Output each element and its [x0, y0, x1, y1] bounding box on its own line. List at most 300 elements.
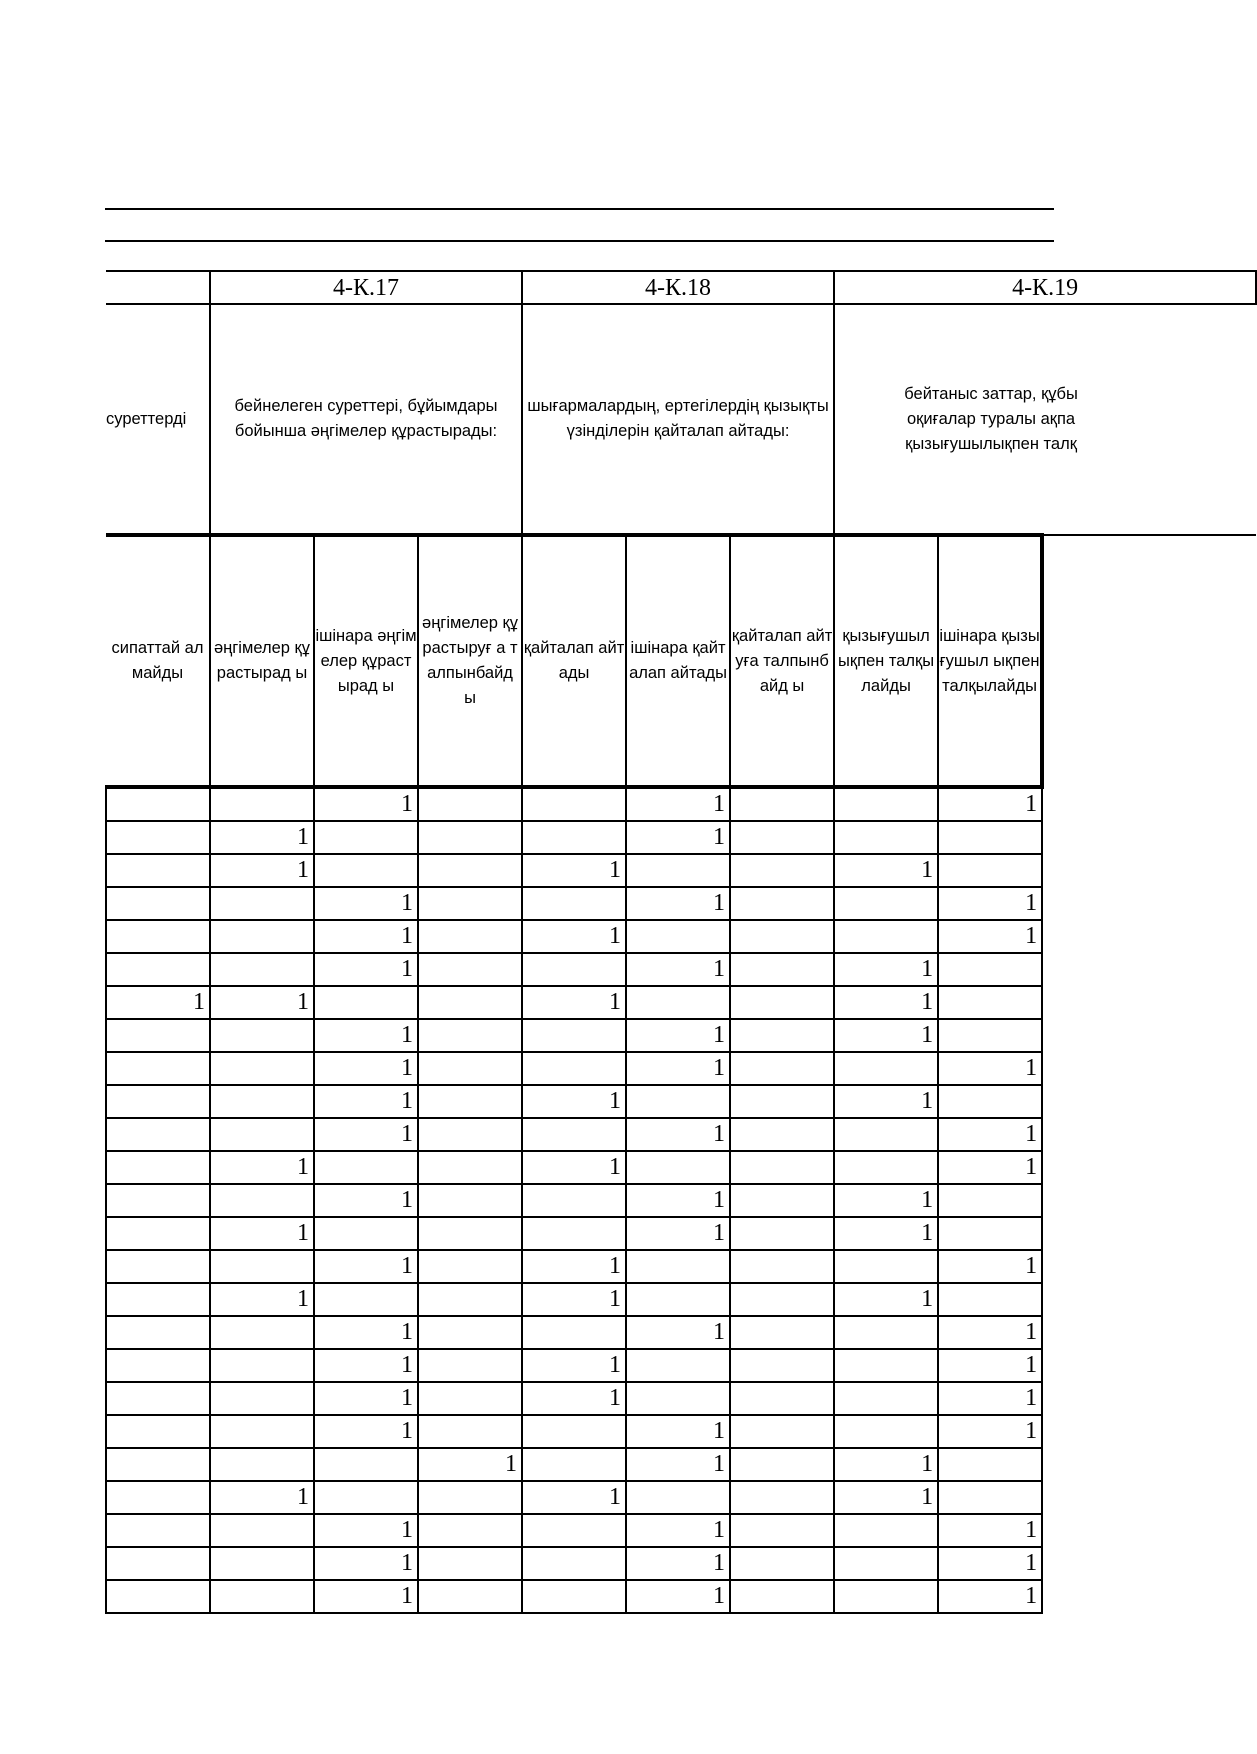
value-cell: 1 [522, 986, 626, 1019]
value-cell [418, 1514, 522, 1547]
value-cell [418, 1085, 522, 1118]
value-cell: 1 [938, 1250, 1042, 1283]
value-cell [106, 1415, 210, 1448]
value-cell: 1 [314, 920, 418, 953]
value-cell [418, 1151, 522, 1184]
overflow-cell [1042, 1514, 1256, 1547]
value-cell: 1 [626, 1514, 730, 1547]
value-cell [210, 1382, 314, 1415]
table-row [106, 1547, 1256, 1580]
value-cell [938, 1481, 1042, 1514]
table-row [106, 1316, 1256, 1349]
overflow-cell [1042, 1217, 1256, 1250]
assessment-table [105, 270, 1257, 1614]
value-cell: 1 [938, 1415, 1042, 1448]
value-cell: 1 [938, 1052, 1042, 1085]
overflow-cell [1042, 1448, 1256, 1481]
value-cell: 1 [938, 787, 1042, 821]
value-cell: 1 [314, 1118, 418, 1151]
value-cell: 1 [834, 1019, 938, 1052]
value-cell: 1 [210, 1217, 314, 1250]
value-cell [314, 986, 418, 1019]
overflow-cell [1042, 821, 1256, 854]
value-cell [730, 787, 834, 821]
value-cell [834, 1547, 938, 1580]
value-cell: 1 [314, 1514, 418, 1547]
table-row [106, 787, 1256, 821]
value-cell: 1 [418, 1448, 522, 1481]
value-cell [522, 1415, 626, 1448]
value-cell [834, 1415, 938, 1448]
value-cell [418, 854, 522, 887]
value-cell: 1 [210, 1481, 314, 1514]
value-cell [938, 1019, 1042, 1052]
value-cell: 1 [314, 1382, 418, 1415]
table-row [106, 1019, 1256, 1052]
value-cell: 1 [626, 953, 730, 986]
value-cell: 1 [938, 1547, 1042, 1580]
value-cell [834, 1349, 938, 1382]
overflow-cell [1042, 1184, 1256, 1217]
value-cell [730, 953, 834, 986]
value-cell [210, 1250, 314, 1283]
value-cell: 1 [834, 1217, 938, 1250]
value-cell [106, 1481, 210, 1514]
top-rule-2 [105, 240, 1054, 242]
value-cell [938, 1085, 1042, 1118]
value-cell: 1 [938, 1118, 1042, 1151]
overflow-cell [1042, 1580, 1256, 1613]
value-cell [730, 821, 834, 854]
subheader-cell: ішінара қызығушыл ықпен талқылайды [938, 535, 1042, 787]
value-cell [210, 953, 314, 986]
value-cell: 1 [626, 1580, 730, 1613]
value-cell: 1 [522, 1250, 626, 1283]
description-header-row [106, 304, 1256, 535]
value-cell: 1 [626, 1052, 730, 1085]
value-cell [314, 1481, 418, 1514]
value-cell: 1 [106, 986, 210, 1019]
description-cell [834, 304, 1256, 535]
value-cell [730, 1250, 834, 1283]
value-cell: 1 [314, 1052, 418, 1085]
table-row [106, 1349, 1256, 1382]
value-cell: 1 [210, 986, 314, 1019]
value-cell [106, 1118, 210, 1151]
value-cell [730, 1481, 834, 1514]
table-row [106, 1118, 1256, 1151]
value-cell [106, 1382, 210, 1415]
table-row [106, 1382, 1256, 1415]
value-cell: 1 [210, 821, 314, 854]
value-cell [834, 787, 938, 821]
value-cell [314, 821, 418, 854]
top-rule-1 [105, 208, 1054, 210]
value-cell: 1 [938, 1514, 1042, 1547]
value-cell: 1 [626, 1184, 730, 1217]
value-cell: 1 [626, 1019, 730, 1052]
subheader-row [106, 535, 1256, 787]
value-cell: 1 [626, 887, 730, 920]
value-cell [522, 887, 626, 920]
value-cell [834, 1151, 938, 1184]
table-row [106, 1514, 1256, 1547]
value-cell [106, 953, 210, 986]
value-cell [418, 953, 522, 986]
value-cell [418, 986, 522, 1019]
value-cell [418, 1415, 522, 1448]
value-cell [418, 1481, 522, 1514]
value-cell [418, 1184, 522, 1217]
value-cell [106, 1184, 210, 1217]
value-cell: 1 [834, 1184, 938, 1217]
value-cell [210, 1052, 314, 1085]
value-cell [834, 821, 938, 854]
value-cell [834, 1316, 938, 1349]
value-cell [106, 1514, 210, 1547]
overflow-cell [1042, 1316, 1256, 1349]
value-cell: 1 [522, 1349, 626, 1382]
value-cell [106, 821, 210, 854]
value-cell: 1 [210, 1283, 314, 1316]
value-cell: 1 [834, 986, 938, 1019]
value-cell: 1 [522, 920, 626, 953]
value-cell [210, 1019, 314, 1052]
table-row [106, 1184, 1256, 1217]
subheader-cell: ішінара қайталап айтады [626, 535, 730, 787]
value-cell [522, 1118, 626, 1151]
value-cell: 1 [314, 1349, 418, 1382]
value-cell [418, 1547, 522, 1580]
value-cell [106, 920, 210, 953]
value-cell [938, 821, 1042, 854]
value-cell [106, 1448, 210, 1481]
value-cell [938, 1448, 1042, 1481]
subheader-cell: әңгімелер құрастыруғ а талпынбайд ы [418, 535, 522, 787]
assessment-table-viewport [105, 270, 1079, 1640]
value-cell [730, 1349, 834, 1382]
value-cell [210, 1415, 314, 1448]
value-cell: 1 [938, 1151, 1042, 1184]
value-cell [106, 787, 210, 821]
value-cell [106, 1019, 210, 1052]
value-cell [210, 1316, 314, 1349]
value-cell [626, 1349, 730, 1382]
value-cell [730, 887, 834, 920]
value-cell [106, 1580, 210, 1613]
value-cell [730, 1382, 834, 1415]
description-cell [522, 304, 834, 535]
value-cell [730, 1118, 834, 1151]
value-cell [522, 1217, 626, 1250]
value-cell: 1 [626, 1217, 730, 1250]
value-cell [210, 1349, 314, 1382]
overflow-cell [1042, 1349, 1256, 1382]
table-row [106, 821, 1256, 854]
table-row [106, 1448, 1256, 1481]
value-cell [730, 920, 834, 953]
value-cell [834, 1250, 938, 1283]
value-cell [938, 1217, 1042, 1250]
value-cell [938, 986, 1042, 1019]
subheader-cell: ішінара әңгімелер құрастырад ы [314, 535, 418, 787]
value-cell [834, 887, 938, 920]
overflow-cell [1042, 1151, 1256, 1184]
value-cell [418, 1019, 522, 1052]
table-row [106, 1217, 1256, 1250]
value-cell: 1 [938, 920, 1042, 953]
value-cell [626, 986, 730, 1019]
value-cell [314, 1448, 418, 1481]
value-cell: 1 [834, 1085, 938, 1118]
value-cell [834, 920, 938, 953]
value-cell [210, 887, 314, 920]
value-cell [522, 787, 626, 821]
value-cell: 1 [314, 953, 418, 986]
value-cell: 1 [314, 887, 418, 920]
description-cell [210, 304, 522, 535]
value-cell [522, 1580, 626, 1613]
value-cell [314, 1283, 418, 1316]
value-cell [730, 1283, 834, 1316]
value-cell [730, 1415, 834, 1448]
value-cell [522, 1052, 626, 1085]
value-cell [418, 1382, 522, 1415]
value-cell [626, 1283, 730, 1316]
overflow-cell [1042, 1481, 1256, 1514]
value-cell: 1 [522, 1481, 626, 1514]
overflow-cell [1042, 920, 1256, 953]
value-cell [626, 854, 730, 887]
overflow-cell [1042, 1382, 1256, 1415]
value-cell: 1 [626, 821, 730, 854]
value-cell [730, 986, 834, 1019]
value-cell [938, 953, 1042, 986]
value-cell [522, 821, 626, 854]
value-cell: 1 [626, 787, 730, 821]
value-cell [418, 821, 522, 854]
subheader-cell: әңгімелер құрастырад ы [210, 535, 314, 787]
value-cell [106, 1547, 210, 1580]
value-cell [106, 1052, 210, 1085]
overflow-cell [1042, 1118, 1256, 1151]
code-header-row [106, 271, 1256, 304]
value-cell [522, 1547, 626, 1580]
value-cell: 1 [626, 1547, 730, 1580]
table-row [106, 953, 1256, 986]
table-row [106, 1151, 1256, 1184]
description-text: бейтаныс заттар, құбы оқиғалар туралы ақпа қызығушылықпен талқ [904, 384, 1078, 453]
value-cell: 1 [834, 854, 938, 887]
value-cell: 1 [834, 1448, 938, 1481]
value-cell [626, 1481, 730, 1514]
value-cell: 1 [938, 887, 1042, 920]
overflow-cell [1042, 986, 1256, 1019]
value-cell [730, 1019, 834, 1052]
overflow-cell [1042, 1250, 1256, 1283]
table-row [106, 1415, 1256, 1448]
code-cell: 4-К.19 [834, 271, 1256, 304]
overflow-cell [1042, 854, 1256, 887]
value-cell [418, 887, 522, 920]
value-cell [210, 1085, 314, 1118]
value-cell [106, 1349, 210, 1382]
table-row [106, 1250, 1256, 1283]
value-cell [418, 920, 522, 953]
value-cell: 1 [314, 1019, 418, 1052]
value-cell [314, 854, 418, 887]
value-cell: 1 [522, 854, 626, 887]
value-cell [418, 1283, 522, 1316]
value-cell [314, 1151, 418, 1184]
subheader-cell: қайталап айтады [522, 535, 626, 787]
value-cell: 1 [938, 1349, 1042, 1382]
value-cell: 1 [314, 1184, 418, 1217]
code-cell [106, 271, 210, 304]
value-cell: 1 [210, 854, 314, 887]
value-cell: 1 [834, 1481, 938, 1514]
description-cell [106, 304, 210, 535]
value-cell [730, 1151, 834, 1184]
value-cell: 1 [626, 1415, 730, 1448]
value-cell [730, 1085, 834, 1118]
value-cell: 1 [938, 1382, 1042, 1415]
value-cell: 1 [210, 1151, 314, 1184]
value-cell: 1 [834, 1283, 938, 1316]
value-cell [210, 1118, 314, 1151]
value-cell [626, 1382, 730, 1415]
value-cell: 1 [314, 787, 418, 821]
subheader-cell: қайталап айтуға талпынбайд ы [730, 535, 834, 787]
value-cell [418, 1250, 522, 1283]
value-cell: 1 [626, 1316, 730, 1349]
overflow-cell [1042, 1547, 1256, 1580]
value-cell: 1 [522, 1151, 626, 1184]
description-text: суреттерді [106, 409, 187, 428]
value-cell [730, 1547, 834, 1580]
value-cell [418, 1349, 522, 1382]
table-row [106, 986, 1256, 1019]
value-cell: 1 [834, 953, 938, 986]
overflow-cell [1042, 1415, 1256, 1448]
value-cell: 1 [314, 1085, 418, 1118]
value-cell: 1 [314, 1250, 418, 1283]
value-cell [626, 1250, 730, 1283]
value-cell [938, 1283, 1042, 1316]
value-cell [522, 953, 626, 986]
value-cell [418, 1316, 522, 1349]
overflow-cell [1042, 1052, 1256, 1085]
value-cell: 1 [522, 1085, 626, 1118]
value-cell [106, 1151, 210, 1184]
table-row [106, 887, 1256, 920]
value-cell [210, 1514, 314, 1547]
description-text: бейнелеген суреттері, бұйымдары бойынша әңгімелер құрастырады: [234, 397, 498, 440]
value-cell [106, 1283, 210, 1316]
value-cell [626, 1151, 730, 1184]
overflow-cell [1042, 953, 1256, 986]
overflow-cell [1042, 1283, 1256, 1316]
table-row [106, 1283, 1256, 1316]
subheader-cell: қызығушыл ықпен талқылайды [834, 535, 938, 787]
value-cell: 1 [938, 1580, 1042, 1613]
value-cell [626, 920, 730, 953]
value-cell [522, 1514, 626, 1547]
value-cell [106, 887, 210, 920]
value-cell [730, 1580, 834, 1613]
value-cell [210, 1448, 314, 1481]
value-cell [834, 1382, 938, 1415]
table-row [106, 1052, 1256, 1085]
value-cell [106, 1316, 210, 1349]
value-cell [730, 854, 834, 887]
value-cell [522, 1316, 626, 1349]
description-text: шығармалардың, ертегілердің қызықты үзінділерін қайталап айтады: [527, 397, 829, 440]
value-cell [106, 1085, 210, 1118]
overflow-cell [1042, 787, 1256, 821]
table-row [106, 1580, 1256, 1613]
table-row [106, 1085, 1256, 1118]
overflow-cell [1042, 887, 1256, 920]
value-cell [522, 1448, 626, 1481]
value-cell [210, 787, 314, 821]
value-cell [626, 1085, 730, 1118]
table-row [106, 920, 1256, 953]
table-row [106, 1481, 1256, 1514]
code-cell: 4-К.18 [522, 271, 834, 304]
value-cell: 1 [314, 1580, 418, 1613]
value-cell: 1 [314, 1415, 418, 1448]
value-cell [730, 1052, 834, 1085]
value-cell [834, 1118, 938, 1151]
value-cell [106, 1217, 210, 1250]
value-cell: 1 [626, 1448, 730, 1481]
value-cell [730, 1316, 834, 1349]
value-cell [834, 1580, 938, 1613]
value-cell [418, 1217, 522, 1250]
value-cell [210, 920, 314, 953]
value-cell: 1 [314, 1316, 418, 1349]
value-cell: 1 [938, 1316, 1042, 1349]
overflow-cell [1042, 535, 1256, 787]
value-cell [314, 1217, 418, 1250]
value-cell [730, 1184, 834, 1217]
table-row [106, 854, 1256, 887]
overflow-cell [1042, 1085, 1256, 1118]
value-cell [418, 787, 522, 821]
value-cell [730, 1448, 834, 1481]
value-cell [418, 1580, 522, 1613]
value-cell [210, 1184, 314, 1217]
value-cell [522, 1184, 626, 1217]
value-cell [938, 1184, 1042, 1217]
value-cell [730, 1217, 834, 1250]
subheader-cell: сипаттай алмайды [106, 535, 210, 787]
value-cell [418, 1052, 522, 1085]
value-cell [418, 1118, 522, 1151]
value-cell [210, 1547, 314, 1580]
value-cell [106, 1250, 210, 1283]
overflow-cell [1042, 1019, 1256, 1052]
value-cell [834, 1514, 938, 1547]
value-cell [210, 1580, 314, 1613]
value-cell: 1 [522, 1382, 626, 1415]
value-cell [938, 854, 1042, 887]
value-cell [522, 1019, 626, 1052]
value-cell [106, 854, 210, 887]
value-cell [834, 1052, 938, 1085]
value-cell: 1 [522, 1283, 626, 1316]
